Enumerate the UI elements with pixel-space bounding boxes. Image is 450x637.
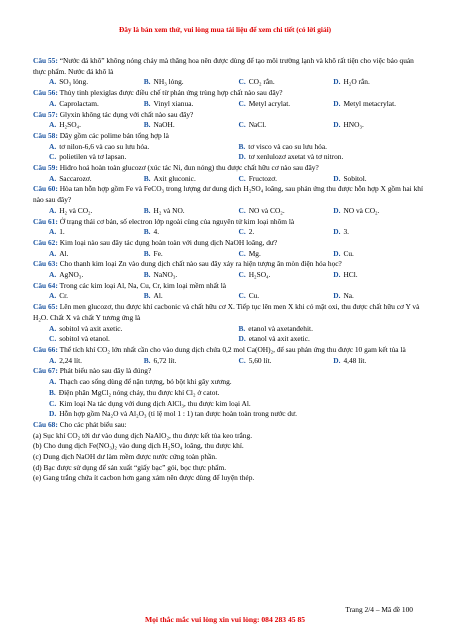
answer-option [333, 120, 428, 131]
question-text: Dãy gồm các polime bán tổng hợp là [59, 130, 169, 140]
option-letter: D. [238, 334, 246, 344]
options-row [33, 291, 428, 302]
option-letter: C. [238, 227, 246, 237]
answer-option [49, 152, 239, 163]
option-letter: C. [49, 334, 57, 344]
answer-option [144, 174, 239, 185]
question-text: Hòa tan hỗn hợp gồm Fe và FeCO₃ trong lượng dư dung dịch H₂SO₄ loãng, sau phản ứng thu được hỗn hợp X gồm hai khí nào sau đây? [33, 184, 424, 205]
option-text: Axit gluconic. [153, 173, 196, 183]
question-text: Lên men glucozơ, thu được khí cacbonic và chất hữu cơ X. Tiếp tục lên men X khi có mặt oxi, thu được chất hữu cơ Y và H₂O. Chất X và chất Y tương ứng là [33, 302, 420, 322]
option-letter: D. [238, 152, 246, 162]
question-number: Câu 61: [33, 216, 58, 226]
question [33, 366, 428, 377]
options-row [33, 174, 428, 185]
option-letter: B. [238, 323, 246, 333]
options-row [33, 388, 428, 399]
question-text: Cho thanh kim loại Zn vào dung dịch chất nào sau đây xảy ra hiện tượng ăn mòn điện hóa học? [59, 259, 342, 269]
question [33, 110, 428, 121]
answer-option [239, 356, 334, 367]
option-letter: D. [333, 205, 341, 215]
question-number: Câu 57: [33, 109, 58, 119]
option-text: NaOH. [153, 120, 175, 130]
option-text: CO₂ rắn. [248, 77, 275, 87]
option-text: 1. [59, 227, 65, 237]
answer-option [333, 291, 428, 302]
options-row [33, 120, 428, 131]
options-row [33, 324, 428, 335]
question-number: Câu 67: [33, 366, 58, 376]
option-letter: C. [238, 77, 246, 87]
preview-banner: Đây là bản xem thử, vui lòng mua tài liệu để xem chi tiết (có lời giải) [118, 25, 332, 34]
option-text: H₂O rắn. [343, 77, 370, 87]
option-text: Na. [343, 291, 354, 301]
answer-option [49, 324, 239, 335]
option-text: tơ nilon-6,6 và cao su lưu hóa. [59, 141, 150, 151]
option-letter: D. [333, 227, 341, 237]
option-text: tơ xenlulozơ axetat và tơ nitron. [248, 152, 344, 162]
option-text: H₂ và CO₂. [59, 205, 93, 215]
answer-option [144, 356, 239, 367]
statement-line: (a) Sục khí CO₂ tới dư vào dung dịch NaAlO₂, thu được kết tủa keo trắng. [33, 430, 253, 440]
option-letter: C. [238, 98, 246, 108]
option-letter: D. [333, 270, 341, 280]
option-letter: B. [238, 141, 246, 151]
option-letter: A. [49, 270, 57, 280]
option-letter: A. [49, 377, 57, 387]
answer-option [333, 270, 428, 281]
question-text: “Nước đá khô” không nóng chảy mà thăng hoa nên được dùng để tạo môi trường lạnh và khô rất tiện cho việc bảo quản thực phẩm. Nước đá khô là [33, 56, 414, 76]
option-letter: B. [143, 248, 151, 258]
answer-option [239, 174, 334, 185]
option-text: Cu. [343, 248, 354, 258]
answer-option [49, 206, 144, 217]
option-text: etanol và axit axetic. [248, 334, 310, 344]
option-text: NaCl. [248, 120, 267, 130]
option-letter: C. [238, 120, 246, 130]
option-text: SO₃ lỏng. [59, 77, 89, 87]
options-row [33, 99, 428, 110]
option-letter: D. [333, 173, 341, 183]
answer-option [333, 77, 428, 88]
question [33, 281, 428, 292]
option-text: H₂SO₄. [59, 120, 81, 130]
option-letter: A. [49, 98, 57, 108]
option-letter: C. [238, 291, 246, 301]
option-letter: A. [49, 205, 57, 215]
answer-option [49, 120, 144, 131]
option-letter: B. [143, 355, 151, 365]
answer-option [239, 152, 429, 163]
option-text: NH₃ lỏng. [153, 77, 184, 87]
option-letter: B. [143, 120, 151, 130]
option-text: HNO₃. [343, 120, 364, 130]
question [33, 238, 428, 249]
options-row [33, 77, 428, 88]
options-row [33, 249, 428, 260]
question-text: Thủy tinh plexiglas được điều chế từ phản ứng trùng hợp chất nào sau đây? [59, 88, 283, 98]
options-row [33, 334, 428, 345]
option-text: H₂SO₄. [248, 270, 271, 280]
question-text: Hiđro hoá hoàn toàn glucozơ (xúc tác Ni, đun nóng) thu được chất hữu cơ nào sau đây? [59, 163, 319, 173]
option-text: Vinyl xianua. [153, 98, 194, 108]
option-text: 5,60 lít. [248, 355, 272, 365]
option-text: NaNO₃. [153, 270, 178, 280]
question-number: Câu 59: [33, 163, 58, 173]
answer-option [333, 174, 428, 185]
answer-option [333, 206, 428, 217]
answer-option [49, 377, 428, 388]
options-row [33, 152, 428, 163]
option-text: HCl. [343, 270, 358, 280]
answer-option [49, 99, 144, 110]
question [33, 259, 428, 270]
statement-line: (e) Gang trắng chứa ít cacbon hơn gang xám nên được dùng để luyện thép. [33, 473, 255, 483]
option-letter: B. [143, 227, 151, 237]
answer-option [49, 77, 144, 88]
option-letter: C. [238, 205, 246, 215]
question [33, 163, 428, 174]
question [33, 217, 428, 228]
options-row [33, 142, 428, 153]
question [33, 56, 428, 77]
option-text: Al. [153, 291, 163, 301]
option-letter: B. [49, 387, 56, 397]
page-number: Trang 2/4 – Mã đề 100 [345, 605, 413, 614]
option-text: Mg. [248, 248, 261, 258]
answer-option [333, 99, 428, 110]
option-letter: D. [333, 77, 341, 87]
answer-option [49, 399, 428, 410]
question-text: Thể tích khí CO₂ lớn nhất cần cho vào dung dịch chứa 0,2 mol Ca(OH)₂, để sau phản ứng thu được 10 gam kết tủa là [59, 344, 406, 354]
answer-option [49, 174, 144, 185]
option-letter: B. [143, 173, 151, 183]
option-letter: C. [238, 270, 246, 280]
options-row [33, 227, 428, 238]
option-text: Fe. [153, 248, 163, 258]
question-text: Kim loại nào sau đây tác dụng hoàn toàn với dung dịch NaOH loãng, dư? [59, 237, 278, 247]
option-text: 2. [248, 227, 255, 237]
option-text: Hỗn hợp gồm Na₂O và Al₂O₃ (tỉ lệ mol 1 : 1) tan được hoàn toàn trong nước dư. [59, 409, 297, 419]
option-letter: C. [238, 248, 246, 258]
option-text: sobitol và etanol. [59, 334, 110, 344]
option-text: Sobitol. [343, 173, 367, 183]
option-letter: B. [143, 291, 151, 301]
option-letter: A. [49, 173, 57, 183]
option-letter: A. [49, 227, 57, 237]
answer-option [239, 120, 334, 131]
answer-option [144, 270, 239, 281]
option-text: Thạch cao sống dùng để nặn tượng, bó bột khi gãy xương. [59, 377, 232, 387]
option-letter: B. [143, 77, 151, 87]
option-letter: C. [49, 152, 57, 162]
question-number: Câu 64: [33, 280, 58, 290]
option-text: polietilen và tơ lapsan. [59, 152, 127, 162]
question-number: Câu 60: [33, 184, 58, 194]
option-text: Cr. [59, 291, 69, 301]
option-text: NO và CO₂. [343, 205, 380, 215]
options-row [33, 399, 428, 410]
question-number: Câu 58: [33, 130, 58, 140]
answer-option [144, 291, 239, 302]
options-row [33, 270, 428, 281]
question [33, 302, 428, 323]
option-letter: C. [49, 398, 57, 408]
question-text: Glyxin không tác dụng với chất nào sau đây? [59, 109, 194, 119]
option-letter: A. [49, 291, 57, 301]
question-number: Câu 55: [33, 56, 58, 65]
option-letter: A. [49, 120, 57, 130]
option-letter: B. [143, 270, 151, 280]
answer-option [239, 206, 334, 217]
options-row [33, 409, 428, 420]
question [33, 345, 428, 356]
question-number: Câu 66: [33, 344, 58, 354]
answer-option [144, 99, 239, 110]
option-letter: D. [49, 409, 57, 419]
option-text: sobitol và axit axetic. [59, 323, 123, 333]
question-number: Câu 65: [33, 302, 58, 312]
answer-option [239, 249, 334, 260]
statement-line: (c) Dung dịch NaOH dư làm mềm được nước cứng toàn phần. [33, 452, 217, 462]
question-text: Trong các kim loại Al, Na, Cu, Cr, kim loại mềm nhất là [59, 280, 227, 290]
option-letter: A. [49, 141, 57, 151]
answer-option [49, 291, 144, 302]
option-text: 4,48 lít. [343, 355, 367, 365]
option-letter: C. [238, 173, 246, 183]
answer-option [49, 270, 144, 281]
option-letter: D. [333, 98, 341, 108]
exam-content [33, 56, 428, 484]
question [33, 420, 428, 431]
option-text: NO và CO₂. [248, 205, 285, 215]
statement-line: (b) Cho dung dịch Fe(NO₃)₂ vào dung dịch H₂SO₄ loãng, thu được khí. [33, 441, 244, 451]
option-letter: D. [333, 120, 341, 130]
option-text: AgNO₃. [59, 270, 84, 280]
option-letter: B. [143, 205, 151, 215]
answer-option [144, 120, 239, 131]
question-text: Ở trạng thái cơ bản, số electron lớp ngoài cùng của nguyên tử kim loại nhôm là [59, 216, 295, 226]
option-text: H₂ và NO. [153, 205, 185, 215]
options-row [33, 206, 428, 217]
answer-option [239, 142, 429, 153]
answer-option [239, 270, 334, 281]
answer-option [333, 249, 428, 260]
option-letter: A. [49, 248, 57, 258]
option-text: Kim loại Na tác dụng với dung dịch AlCl₃, thu được kim loại Al. [59, 398, 251, 408]
answer-option [333, 356, 428, 367]
question-number: Câu 68: [33, 419, 58, 429]
option-text: tơ visco và cao su lưu hóa. [248, 141, 328, 151]
answer-option [49, 334, 239, 345]
option-text: Metyl acrylat. [248, 98, 291, 108]
question-text: Cho các phát biểu sau: [59, 419, 127, 429]
question-number: Câu 56: [33, 88, 58, 98]
answer-option [239, 334, 429, 345]
question [33, 184, 428, 205]
answer-option [239, 99, 334, 110]
answer-option [144, 206, 239, 217]
answer-option [239, 291, 334, 302]
option-text: Fructozơ. [248, 173, 278, 183]
option-text: Caprolactam. [59, 98, 99, 108]
answer-option [239, 77, 334, 88]
option-text: Saccarozơ. [59, 173, 92, 183]
option-letter: A. [49, 355, 57, 365]
answer-option [239, 227, 334, 238]
answer-option [144, 227, 239, 238]
option-letter: D. [333, 248, 341, 258]
option-text: 6,72 lít. [153, 355, 177, 365]
answer-option [49, 227, 144, 238]
options-row [33, 356, 428, 367]
option-text: Metyl metacrylat. [343, 98, 396, 108]
answer-option [49, 356, 144, 367]
option-letter: B. [143, 98, 151, 108]
option-letter: A. [49, 323, 57, 333]
question-number: Câu 63: [33, 259, 58, 269]
question [33, 131, 428, 142]
question-number: Câu 62: [33, 237, 58, 247]
answer-option [333, 227, 428, 238]
option-text: 2,24 lít. [59, 355, 82, 365]
option-text: 3. [343, 227, 349, 237]
option-text: Cu. [248, 291, 260, 301]
answer-option [49, 409, 428, 420]
option-text: Al. [59, 248, 69, 258]
option-letter: A. [49, 77, 57, 87]
answer-option [49, 142, 239, 153]
answer-option [239, 324, 429, 335]
question-text: Phát biểu nào sau đây là đúng? [59, 366, 152, 376]
option-letter: D. [333, 291, 341, 301]
option-text: Điện phân MgCl₂ nóng chảy, thu được khí Cl₂ ở catot. [58, 387, 220, 397]
answer-option [49, 388, 428, 399]
option-letter: C. [238, 355, 246, 365]
contact-line: Mọi thắc mắc vui lòng xin vui lòng: 084 283 45 85 [144, 615, 306, 624]
answer-option [144, 77, 239, 88]
statement-line: (d) Bạc được sử dụng để sản xuất “giấy bạc” gói, bọc thực phẩm. [33, 462, 227, 472]
option-text: 4. [153, 227, 160, 237]
option-text: etanol và axetanđehit. [248, 323, 313, 333]
options-row [33, 377, 428, 388]
answer-option [144, 249, 239, 260]
answer-option [49, 249, 144, 260]
question [33, 88, 428, 99]
option-letter: D. [333, 355, 341, 365]
